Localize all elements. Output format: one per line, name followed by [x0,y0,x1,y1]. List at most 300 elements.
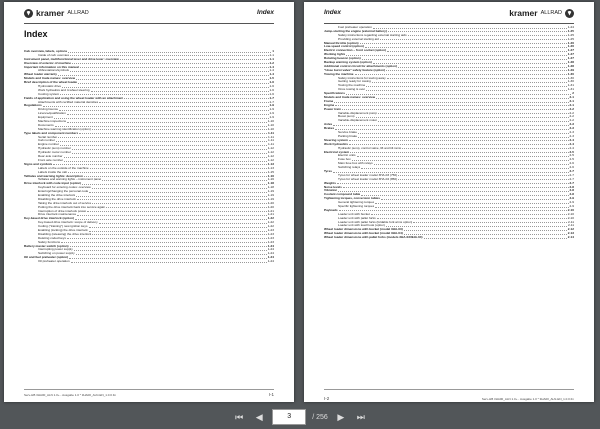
dot-leader [371,213,567,216]
toc-entry-title: Loader unit with pallet forks (foldable fork arms option) [338,220,413,224]
toc-entry-title: Type labels and component numbers [24,131,79,135]
toc-entry-page: 1-25 [567,36,574,41]
dot-leader [120,58,269,61]
dot-leader [373,61,567,64]
toc-entry-page: 1-16 [267,177,274,182]
toc-entry-title: Entering/changing the personal code [38,190,89,194]
dot-leader [74,248,267,251]
toc-entry[interactable] [324,236,574,240]
toc-entry-title: Disabling the drive interlock [38,197,76,201]
toc-entry-page: 2-14 [567,235,574,240]
toc-entry-page: 2-11 [568,223,574,228]
toc-entry-page: 2-10 [567,207,574,212]
dot-leader [355,73,567,76]
toc-entry-title: Jump-starting the engine (external battery) [324,29,387,33]
toc-entry-page: 1-30 [567,75,574,80]
toc-entry-page: 1-19 [267,189,274,194]
toc-entry-title: Wheel loader dimensions with bucket (model 3HA-04) [324,232,403,236]
toc-entry-page: 1-23 [267,235,274,240]
next-page-icon[interactable]: ▶ [337,411,345,422]
toc-entry-page: 1-21 [267,212,274,217]
dot-leader [346,53,566,56]
dot-leader [376,96,568,99]
index-heading: Index [24,29,48,39]
toc-entry-page: 2-7 [569,172,574,177]
toc-entry-title: Providing external starting aid [338,37,379,41]
dot-leader [99,221,267,224]
toc-entry-title: Loader unit with bucket [338,212,370,216]
toc-entry-title: Power train [324,107,341,111]
toc-entry-page: 1-6 [269,91,274,96]
toc-entry-title: Enabling the drive interlock [38,193,76,197]
toc-entry-page: 1-6 [269,84,274,89]
footer-code: Serv-HB 3HA00_ALN 1.0+ - Ausgabe 1.0 * 3HA00_ALN-EN_1.0.0.fm [24,393,117,397]
dot-leader [350,151,568,154]
toc-entry-title: Putting the drive interlock back into service again [38,205,106,209]
toc-entry-title: Towing the machine [324,72,354,76]
toc-entry-page: 1-13 [267,161,274,166]
dot-leader [361,193,568,196]
toc-entry-title: Hydraulic motor number [38,151,72,155]
toc-entry-page: 1-1 [269,56,274,61]
toc-entry-page: 1-9 [269,107,274,112]
dot-leader [380,38,567,41]
toc-entry-title: Safety instructions regarding external starting aids [338,33,407,37]
toc-entry-title: Models and trade names: overview [24,77,76,81]
toc-entry-page: 1-10 [267,122,274,127]
toc-entry-title: Models and trade names: overview [324,96,376,100]
toc-entry-page: 1-6 [269,87,274,92]
toc-entry-title: Parking brake [338,134,358,138]
toc-entry-page: 2 [572,91,574,96]
toc-entry-page: 1-20 [267,200,274,205]
toc-entry-title: Interrupting power supply [38,248,73,252]
dot-leader [77,198,267,201]
page-number: I-1 [268,392,274,397]
dot-leader [357,154,569,157]
dot-leader [333,170,568,173]
header-title: Index [257,9,274,16]
dot-leader [59,108,268,111]
dot-leader [75,217,267,220]
dot-leader [365,45,567,48]
toc-entry-title: Safety functions [38,240,61,244]
toc-entry-page: 2-4 [569,141,574,146]
toc-entry-page: 1-24 [267,243,274,248]
toc-entry-title: Disabling (releasing) the drive interlock [38,232,92,236]
dot-leader [124,97,268,100]
toc-entry-page: 1-9 [269,103,274,108]
toc-entry-title: Boost pump [338,115,355,119]
dot-leader [72,151,267,154]
toc-entry-title: Hydraulic pump number [38,147,71,151]
dot-leader [387,77,567,80]
toc-entry-title: Hydrostatic drive [38,85,62,89]
dot-leader [362,57,567,60]
toc-entry-page: 2-1 [569,98,574,103]
toc-entry-title: Tyres for wheel loader model 3HA-04 (850) [338,177,398,181]
toc-entry-page: 2-7 [569,180,574,185]
dot-leader [87,210,266,213]
dot-leader [398,174,568,177]
toc-entry-page: 2-4 [569,137,574,142]
brand-name: kramer [36,8,65,18]
toc-entry-page: 1-25 [567,32,574,37]
dot-leader [386,224,567,227]
dot-leader [106,206,267,209]
toc-entry-title: Specifications [324,92,345,96]
toc-list [324,26,574,240]
toc-entry-page: 1-24 [267,251,274,256]
toc-entry-title: Taking the drive interlock out of service [38,201,92,205]
dot-leader [84,175,267,178]
toc-entry-page: 1-2 [269,60,274,65]
toc-entry-title: Telltales and warning lights: description [24,174,83,178]
toc-entry-title: Signs and symbols [24,162,53,166]
toc-entry-title: Engine number [38,143,59,147]
dot-leader [349,143,569,146]
toc-entry-page: 2-6 [569,165,574,170]
toc-entry-title: Once towing is over [338,88,366,92]
toc-entry-page: 1-7 [269,95,274,100]
dot-leader [398,178,568,181]
dot-leader [64,155,267,158]
dot-leader [67,112,269,115]
dot-leader [346,92,571,95]
dot-leader [58,136,267,139]
dot-leader [62,85,268,88]
brand-suffix: ALLRAD [67,10,89,16]
dot-leader [90,167,267,170]
dot-leader [89,229,267,232]
toc-entry-title: Cab overview, labels, options [24,50,68,53]
toc-entry-title: Regulations [24,104,42,108]
toc-entry-title: Overview of exterior of machine [24,61,71,65]
toc-entry-title: Getting ready for towing [338,80,371,84]
toc-entry-page: 2-5 [569,153,574,158]
toc-entry-title: Cab number [38,139,56,143]
dot-leader [60,143,267,146]
toc-entry-page: 1-25 [567,28,574,33]
toc-entry-title: Manual throttle (option) [324,41,359,45]
document-page-left [4,2,294,402]
toc-entry-page: 1-4 [269,72,274,77]
toc-entry-page: 2-6 [569,161,574,166]
toc-entry-page: 1-24 [267,255,274,260]
toc-entry-title: Abbreviations/symbols [38,69,69,73]
toc-entry-title: Work hydraulics [324,142,349,146]
dot-leader [343,186,569,189]
toc-entry-title: Working lights [324,53,346,57]
toc-entry-page: 2-8 [569,184,574,189]
dot-leader [388,30,567,33]
toc-entry-page: 2-13 [567,231,574,236]
dot-leader [378,119,568,122]
toc-entry-page: 1-27 [567,56,574,61]
toc-entry-page: 1-9 [269,115,274,120]
dot-leader [356,115,569,118]
toc-entry-title: Serial number [38,135,58,139]
toc-entry-page: 1-23 [267,227,274,232]
toc-entry-page: 1-29 [567,67,574,72]
toc-entry-title: Key-based drive interlock (option) [24,217,75,221]
toc-entry-title: Driving licence [38,108,59,112]
document-page-right [304,2,594,402]
toc-entry-page: 1-23 [267,239,274,244]
dot-leader [402,147,568,150]
toc-entry-title: Vibration [324,189,338,193]
toc-entry-page: 1-15 [267,169,274,174]
toc-entry-title: Equipment [38,116,53,120]
toc-entry-title: Inside of cab: overview [38,53,70,57]
toc-entry-title: Tightening torques, conversion tables [324,197,380,201]
dot-leader [89,190,266,193]
toc-entry-page: 1-18 [267,185,274,190]
toc-entry-title: Key-based drive interlock: scope of delivery [38,221,98,225]
toc-entry-page: 1-16 [267,173,274,178]
dot-leader [92,186,267,189]
toc-entry-title: Steering system [324,138,348,142]
toc-entry-page: 2-11 [568,219,574,224]
dot-leader [60,93,268,96]
toc-entry-title: Backup warning system (option) [324,61,372,65]
toc-entry-title: Machine inspections [38,120,67,124]
brand-logo [24,8,89,18]
page-footer [24,393,274,397]
toc-entry-title: Brief description of the wheel loader [24,81,78,85]
toc-entry-title: Wheel loader warranty [24,73,58,77]
toc-entry-page: 1-18 [267,181,274,186]
toc-entry-page: 1-19 [267,192,274,197]
toc-entry-page: 1-22 [267,216,274,221]
toc-entry-page: 1-4 [269,68,274,73]
toc-entry-title: Licence/qualification [38,112,66,116]
toc-entry-title: Battery master switch (option) [24,244,69,248]
dot-leader [69,256,267,259]
toc-entry-page: 2-3 [569,126,574,131]
dot-leader [333,123,568,126]
dot-leader [68,50,271,53]
toc-entry-title: Drive interlock with code input (option) [24,182,82,186]
toc-entry-title: Frame [324,99,334,103]
toc-entry-title: Wheel loader dimensions with pallet forks (models 3HA-03/3HA-04) [324,236,423,240]
dot-leader [79,132,267,135]
toc-entry-page: 1-22 [267,224,274,229]
header-rule [24,23,274,24]
dot-leader [92,202,266,205]
dot-leader [77,213,267,216]
toc-entry-page: 1-6 [269,80,274,85]
toc-entry-title: Attachments with certified material densities [38,100,99,104]
toc-entry-title: Oil and fuel preheater (option) [24,256,69,260]
dot-leader [54,116,269,119]
dot-leader [82,182,266,185]
toc-entry-page: 2-8 [569,188,574,193]
toc-entry-page: 2-12 [567,227,574,232]
page-number: I-2 [324,396,330,401]
dot-leader [358,131,569,134]
dot-leader [366,88,567,91]
toc-entry-title: "Hose burst valve" safety feature (option) [324,68,386,72]
header-title: Index [324,9,341,16]
dot-leader [374,162,569,165]
dot-leader [361,166,568,169]
page-number-input[interactable] [272,409,306,425]
toc-entry-page: 1-12 [267,146,274,151]
toc-entry-title: Weights [324,181,336,185]
toc-entry-title: Tyres for wheel loader model 3HA-03 (750) [338,173,398,177]
toc-entry-title: Noise levels [324,185,342,189]
dot-leader [338,189,568,192]
dot-leader [386,69,567,72]
dot-leader [387,49,567,52]
toc-entry-page: 2-2 [569,118,574,123]
toc-entry-title: Documents [38,123,54,127]
toc-entry-title: Safety instructions for towing away [338,76,386,80]
toc-entry-title: Interruption of drive interlock power [38,209,87,213]
toc-entry-title: Deleting coded keys [38,236,66,240]
toc-entry-page: 1-31 [567,87,574,92]
brand-name: kramer [509,8,538,18]
toc-entry-page: 1-30 [567,79,574,84]
toc-entry[interactable] [24,260,274,264]
toc-entry-title: Switching relays [338,166,361,170]
dot-leader [342,108,569,111]
toc-entry-page: 1-31 [567,83,574,88]
dot-leader [334,100,568,103]
toc-entry-title: Enabling (locking) the drive interlock [38,228,88,232]
toc-entry-title: Electrical system [324,150,350,154]
toc-entry-title: Keyboard for entering codes: overview [38,186,91,190]
toc-entry-page: 1-24 [267,247,274,252]
dot-leader [56,139,267,142]
toc-entry-page: 2-10 [567,211,574,216]
toc-entry-page: 1-12 [267,150,274,155]
toc-entry-title: Axles [324,123,333,127]
dot-leader [67,237,267,240]
toc-entry-title: Payloads [324,208,338,212]
dot-leader [58,73,269,76]
toc-entry-page: 2-8 [569,192,574,197]
toc-entry-page: 1-23 [267,231,274,236]
toc-entry-title: Main fuse box with relays [338,162,373,166]
last-page-icon[interactable]: ⏭ [356,411,365,422]
toc-entry-page: 1-21 [267,208,274,213]
dot-leader [64,159,267,162]
page-header [24,8,274,22]
toc-entry-title: Loader unit with load hook (option) [338,224,386,228]
dot-leader [53,163,267,166]
dot-leader [72,147,267,150]
toc-entry-title: Oil preheater operation [38,260,70,264]
dot-leader [349,139,569,142]
toc-list [24,50,274,264]
dot-leader [61,241,267,244]
dot-leader [375,205,568,208]
toc-entry-title: Work hydraulics and 4-wheel steering [38,88,90,92]
toc-entry-page: 1-5 [269,76,274,81]
toc-entry-title: Rear axle number [38,155,63,159]
toc-entry-title: Rotating beacon (option) [324,57,361,61]
dot-leader [377,217,567,220]
footer-rule [324,389,574,390]
toc-entry-page: 1-30 [567,71,574,76]
dot-leader [99,101,268,104]
dot-leader [424,236,567,239]
toc-entry-title: Electric units [338,154,356,158]
dot-leader [378,112,569,115]
dot-leader [43,104,269,107]
toc-entry-page: 1-26 [567,44,574,49]
toc-entry-title: Brakes [324,127,335,131]
toc-entry-title: Variable-displacement motor [338,119,378,123]
toc-entry-page: 1 [272,49,274,53]
toc-entry-page: 1-7 [269,99,274,104]
first-page-icon[interactable]: ⏮ [235,411,244,422]
dot-leader [404,232,567,235]
footer-rule [24,389,274,390]
toc-entry-title: Service brake [338,131,357,135]
footer-code: Serv-HB 3HA00_ALN 1.0+ - Ausgabe 1.0 * 3HA00_ALN-EN_1.0.0.fm [481,397,574,401]
pdf-toolbar [0,405,600,429]
dot-leader [375,201,568,204]
dot-leader [72,62,269,65]
dot-leader [360,42,567,45]
dot-leader [92,233,266,236]
toc-entry-page: 1-11 [268,134,274,139]
toc-entry-page: 2-2 [569,106,574,111]
toc-entry-page: 1-12 [267,157,274,162]
toc-entry-title: Drive interlock maintenance [38,213,77,217]
toc-entry-title: Important information on this manual [24,65,79,69]
toc-entry-title: Switching on power supply [38,252,75,256]
toc-entry-page: 2-9 [569,200,574,205]
toc-entry-page: 2-9 [569,196,574,201]
previous-page-icon[interactable]: ◀ [255,411,263,422]
toc-entry-page: 2-3 [569,130,574,135]
dot-leader [91,89,269,92]
toc-entry-title: Tyres [324,169,333,173]
dot-leader [335,127,568,130]
dot-leader [372,80,567,83]
dot-leader [381,197,569,200]
toc-entry-title: Loader unit with pallet forks [338,216,376,220]
dot-leader [78,81,268,84]
toc-entry-title: Low-speed control (option) [324,45,364,49]
toc-entry-page: 1-9 [269,111,274,116]
toc-entry-page: 1-10 [267,126,274,131]
toc-entry-title: Coolant compound table [324,193,361,197]
dot-leader [413,221,567,224]
toc-entry-page: 1-10 [267,119,274,124]
toc-entry-page: 1-13 [267,165,274,170]
dot-leader [352,158,569,161]
toc-entry-page: 2-7 [569,168,574,173]
toc-entry-page: 2-2 [569,114,574,119]
toc-entry-title: Variable-displacement pump [338,111,377,115]
dot-leader [335,104,568,107]
toc-entry-page: 2-4 [569,145,574,150]
dot-leader [358,135,568,138]
toc-entry-title: Fuse box [338,158,351,162]
toc-entry-title: Telltales and warning lights – instrument panel [38,178,102,182]
toc-entry-title: Towing the machine [338,84,366,88]
brand-logo [509,8,574,18]
logo-icon [24,9,33,18]
dot-leader [337,182,569,185]
toc-entry-page: 1-11 [268,138,274,143]
toc-entry-title: Cooling system [38,92,60,96]
